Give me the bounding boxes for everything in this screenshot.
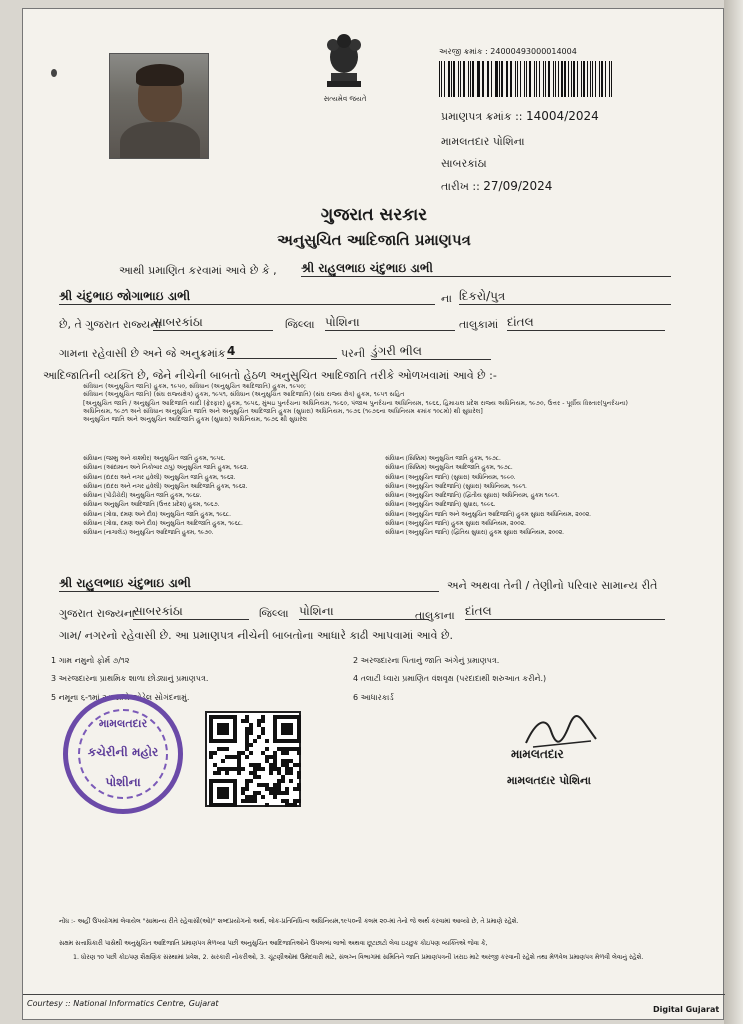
barcode-bar bbox=[491, 61, 492, 97]
certificate-title: અનુસુચિત આદિજાતિ પ્રમાણપત્ર bbox=[277, 231, 471, 249]
barcode-bar bbox=[468, 61, 469, 97]
barcode-bar bbox=[568, 61, 569, 97]
digital-gujarat-text: Digital Gujarat bbox=[653, 1005, 720, 1014]
barcode-bar bbox=[611, 61, 612, 97]
qr-module bbox=[261, 731, 265, 735]
qr-module bbox=[297, 787, 301, 791]
serial-number: 4 bbox=[227, 344, 337, 359]
relation-prefix: ના bbox=[441, 292, 452, 305]
serial-suffix: પરની bbox=[341, 347, 366, 360]
qr-module bbox=[249, 731, 253, 735]
barcode-bar bbox=[605, 61, 606, 97]
barcode-bar bbox=[441, 61, 442, 97]
taluka-value: દાંતલ bbox=[507, 315, 665, 331]
barcode-bar bbox=[534, 61, 535, 97]
barcode-bar bbox=[517, 61, 518, 97]
barcode-bar bbox=[526, 61, 527, 97]
barcode-bar bbox=[548, 61, 550, 97]
barcode-bar bbox=[453, 61, 454, 97]
qr-finder bbox=[281, 723, 293, 735]
barcode-bar bbox=[470, 61, 471, 97]
qr-module bbox=[225, 771, 229, 775]
barcode-bar bbox=[482, 61, 483, 97]
barcode-bar bbox=[595, 61, 596, 97]
barcode-bar bbox=[487, 61, 488, 97]
qr-module bbox=[245, 755, 249, 759]
barcode-bar bbox=[515, 61, 516, 97]
barcode-bar bbox=[571, 61, 572, 97]
barcode-bar bbox=[472, 61, 473, 97]
documents-left: 1 ગામ નમુનો ફોર્મ ૭/૧૨ 3 અરજદારના પ્રાથમિક શાળા છોડ્યાનું પ્રમાણપત્ર. 5 નમૂના ૬-૧માં આ સાથે જોડેલ સોગંદનામું. bbox=[51, 656, 209, 702]
resident-text: ગામના રહેવાસી છે અને જે અનુક્રમાંક bbox=[59, 347, 226, 360]
applicant-photo bbox=[109, 53, 209, 159]
qr-module bbox=[265, 739, 269, 743]
barcode-bar bbox=[553, 61, 554, 97]
state-text-2: ગુજરાત રાજ્યના bbox=[59, 607, 135, 620]
qr-module bbox=[285, 791, 289, 795]
qr-finder bbox=[217, 723, 229, 735]
application-number: અરજી ક્રમાંક : 24000493000014004 bbox=[439, 47, 577, 56]
barcode-bar bbox=[460, 61, 461, 97]
qr-module bbox=[217, 771, 221, 775]
issue-date: તારીખ :: 27/09/2024 bbox=[441, 179, 553, 193]
certificate-page bbox=[22, 8, 724, 1020]
recognition-text: આદિજાતિની વ્યક્તિ છે, જેને નીચેની બાબતો હેઠળ અનુસુચિત આદિજાતિ તરીકે ઓળખવામાં આવે છે :- bbox=[43, 369, 497, 382]
office-seal: મામલતદાર કચેરીની મહોર પોશીના bbox=[63, 694, 183, 814]
qr-module bbox=[221, 759, 225, 763]
orders-left-column: સંવિધાન (જમ્મુ અને કાશ્મીર) અનુસુચિત જાતિ હુકમ, ૧૯૫૬. સંવિધાન (આંદામાન અને નિકોબાર ટાપુ) અનુસુચિત જાતિ હુકમ, ૧૯૬૨. સંવિધાન (દાદરા અને નગર હવેલી) અનુસુચિત જાતિ હુકમ, ૧૯૬૨. સંવિધાન (દાદરા અને નગર હવેલી) અનુસુચિત આદિજાતિ હુકમ, ૧૯૬૨. સંવિધાન (પોંડીચેરી) અનુસુચિત જાતિ હુકમ, ૧૯૬૪. સંવિધાન અનુસુચિત આદિજાતિ (ઉત્તર પ્રદેશ) હુકમ, ૧૯૬૭. સંવિધાન (ગોવા, દમણ અને દીવ) અનુસુચિત જાતિ હુકમ, ૧૯૬૮. સંવિધાન (ગોવા, દમણ અને દીવ) અનુસુચિત આદિજાતિ હુકમ, ૧૯૬૮. સંવિધાન (નાગાલેંડ) અનુસુચિત આદિજાતિ હુકમ, ૧૯૭૦. bbox=[83, 456, 249, 537]
relation: દિકરો/પુત્ર bbox=[459, 289, 671, 305]
barcode-bar bbox=[506, 61, 507, 97]
courtesy-text: Courtesy :: National Informatics Centre, Gujarat bbox=[27, 999, 219, 1008]
barcode-bar bbox=[536, 61, 537, 97]
father-name: શ્રી ચંદુભાઇ જોગાભાઇ ડાભી bbox=[59, 289, 435, 305]
basis-text: ગામ/ નગરનો રહેવાસી છે. આ પ્રમાણપત્ર નીચેની બાબતોના આધારે કાઢી આપવામાં આવે છે. bbox=[59, 629, 454, 642]
barcode-bar bbox=[545, 61, 546, 97]
barcode-bar bbox=[592, 61, 593, 97]
qr-module bbox=[209, 755, 213, 759]
subdistrict-value: પોશિના bbox=[325, 315, 455, 331]
barcode-bar bbox=[501, 61, 502, 97]
documents-right: 2 અરજદારના પિતાનું જાતિ અંગેનું પ્રમાણપત્ર. 4 તલાટી ધ્વારા પ્રમાણિત વંશવૃક્ષ (પરદાદાથી શરુઆત કરીને.) 6 આધારકાર્ડ bbox=[353, 656, 547, 702]
officer-signature bbox=[521, 711, 601, 751]
qr-module bbox=[249, 743, 253, 747]
barcode-bar bbox=[488, 61, 489, 97]
qr-module bbox=[253, 799, 257, 803]
tribe-name: ડુંગરી ભીલ bbox=[371, 344, 491, 360]
signatory-office: મામલતદાર પોશિના bbox=[507, 774, 591, 787]
state-emblem-icon bbox=[319, 31, 369, 91]
barcode-bar bbox=[478, 61, 480, 97]
qr-module bbox=[273, 795, 277, 799]
taluka-label: તાલુકામાં bbox=[459, 318, 499, 331]
barcode-bar bbox=[444, 61, 445, 97]
taluka-value-2: દાંતલ bbox=[465, 604, 665, 620]
taluka-label-2: તાલુકાના bbox=[415, 609, 455, 622]
qr-module bbox=[257, 735, 261, 739]
barcode-bar bbox=[539, 61, 540, 97]
orders-right-column: સંવિધાન (સિક્કિમ) અનુસુચિત જાતિ હુકમ, ૧૯૭૮. સંવિધાન (સિક્કિમ) અનુસુચિત આદિજાતિ હુકમ, ૧૯૭૮. સંવિધાન (અનુસુચિત જાતિ) (સુધારા) અધિનિયમ, ૧૯૯૦. સંવિધાન (અનુસુચિત આદિજાતિ) (સુધારા) અધિનિયમ, ૧૯૯૧. સંવિધાન (અનુસુચિત આદિજાતિ) (દ્વિતીય સુધારા) અધિનિયમ, હુકમ ૧૯૯૧. સંવિધાન (અનુસુચિત આદિજાતિ) સુધારા, ૧૯૯૬. સંવિધાન (અનુસુચિત જાતિ અને અનુસુચિત આદિજાતિ) હુકમ સુધારા અધિનિયમ, ૨૦૦૨. સંવિધાન (અનુસુચિત જાતિ) હુકમ સુધારા અધિનિયમ, ૨૦૦૨. સંવિધાન (અનુસુચિત જાતિ) (દ્વિતિય સુધારા) હુકમ સુધારા અધિનિયમ, ૨૦૦૨. bbox=[385, 456, 591, 537]
barcode-bar bbox=[599, 61, 600, 97]
qr-module bbox=[297, 799, 301, 803]
qr-finder bbox=[217, 787, 229, 799]
barcode-bar bbox=[590, 61, 591, 97]
qr-module bbox=[237, 771, 241, 775]
barcode-bar bbox=[507, 61, 508, 97]
barcode-bar bbox=[439, 61, 440, 97]
barcode-bar bbox=[555, 61, 556, 97]
certify-text: આથી પ્રમાણિત કરવામાં આવે છે કે , bbox=[119, 264, 277, 277]
barcode-bar bbox=[524, 61, 525, 97]
emblem-motto: સત્યમેવ જયતે bbox=[323, 95, 367, 103]
qr-module bbox=[261, 795, 265, 799]
qr-module bbox=[297, 751, 301, 755]
qr-module bbox=[293, 803, 297, 807]
footer-note: નોંધ :- અહીં ઉપયોગમાં લેવાયેલ "સામાન્ય રીતે રહેવાસી(ઓ)" શબ્દપ્રયોગનો અર્થ, લોક-પ્રતિનિધિત્વ અધિનિયમ,૧૯૫૦ની કલમ ૨૦-માં તેનો જે અર્થ કરવામાં આવ્યો છે, તે પ્રમાણે રહેશે. bbox=[59, 918, 519, 925]
barcode-bar bbox=[529, 61, 531, 97]
footer-divider bbox=[23, 994, 725, 995]
barcode-bar bbox=[458, 61, 459, 97]
barcode-bar bbox=[520, 61, 521, 97]
state-text: છે, તે ગુજરાત રાજ્યના bbox=[59, 318, 162, 331]
qr-module bbox=[269, 771, 273, 775]
barcode-bar bbox=[543, 61, 544, 97]
district-value: સાબરકાંઠા bbox=[153, 315, 273, 331]
barcode-bar bbox=[510, 61, 512, 97]
qr-module bbox=[297, 775, 301, 779]
applicant-name: શ્રી રાહુલભાઇ ચંદુભાઇ ડાભી bbox=[301, 261, 671, 277]
barcode-bar bbox=[451, 61, 452, 97]
barcode-bar bbox=[577, 61, 578, 97]
punch-hole-mark bbox=[51, 69, 57, 77]
qr-module bbox=[249, 751, 253, 755]
district-name: સાબરકાંઠા bbox=[441, 157, 487, 170]
qr-module bbox=[225, 747, 229, 751]
qr-module bbox=[261, 767, 265, 771]
qr-module bbox=[213, 751, 217, 755]
qr-module bbox=[297, 763, 301, 767]
qr-module bbox=[265, 803, 269, 807]
barcode-bar bbox=[448, 61, 450, 97]
qr-module bbox=[289, 779, 293, 783]
legal-references: સંવિધાન (અનુસુચિત જાતિ) હુકમ, ૧૯૫૦, સંવિધાન (અનુસુચિત આદિજાતિ) હુકમ, ૧૯૫૦; સંવિધાન (અનુસુચિત જાતિ) (સંઘ રાજ્યક્ષેત્ર) હુકમ, ૧૯૫૧, સંવિધાન (અનુસુચિત આદિજાતિ) (સંઘ રાજ્ય ક્ષેત્ર) હુકમ, ૧૯૫૧ સહિત [અનુસુચિત જાતિ / અનુસુચિત આદિજાતિ યાદી (ફેરફાર) હુકમ, ૧૯૫૬, મુંબઇ પુનર્રચના અધિનિયમ, ૧૯૬૦, પંજાબ પુનર્રચના અધિનિયમ, ૧૯૬૬, હિમાચલ પ્રદેશ રાજ્ય અધિનિયમ, ૧૯૭૦, ઉત્તર - પૂર્વીય વિસ્તાર(પુનર્રચના) અધિનિયમ, ૧૯૭૧ અને સંવિધાન અનુસુચિત જાતિ અને અનુસુચિત આદિજાતિ હુકમ (સુધારા) અધિનિયમ, ૧૯૭૬ (૧૯૭૬ના અધિનિયમ ક્રમાંક ૧૦૮મો) થી સુધારેલ] અનુસુચિત જાતિ અને અનુસુચિત આદિજાતિ હુકમ (સુધારા) અધિનિયમ, ૧૯૭૬ થી સુધારેલ bbox=[83, 383, 628, 424]
footer-benefits-intro: સક્ષમ સત્તાધિકારી પાસેથી અનુસુચિત આદિજાતિ પ્રમાણપત્ર મેળવ્યા પછી અનુસુચિત આદિજાતિઓને ઉપલબ્ધ લાભો અથવા છૂટછાટો લેવા ઇચ્છુક કોઇપણ વ્યક્તિએ જેવા કે, bbox=[59, 940, 488, 947]
certificate-number: પ્રમાણપત્ર ક્રમાંક :: 14004/2024 bbox=[441, 109, 599, 123]
barcode-bar bbox=[587, 61, 588, 97]
qr-module bbox=[245, 787, 249, 791]
district-value-2: સાબરકાંઠા bbox=[133, 604, 249, 620]
barcode-bar bbox=[564, 61, 566, 97]
barcode-bar bbox=[561, 61, 562, 97]
government-title: ગુજરાત સરકાર bbox=[320, 205, 428, 225]
qr-module bbox=[261, 719, 265, 723]
subdistrict-value-2: પોશિના bbox=[299, 604, 429, 620]
family-text: અને અથવા તેની / તેણીનો પરિવાર સામાન્ય રીતે bbox=[447, 579, 658, 592]
background-edge bbox=[724, 0, 743, 1024]
barcode-bar bbox=[573, 61, 574, 97]
issuing-office: મામલતદાર પોશિના bbox=[441, 135, 525, 148]
footer-benefits-list: 1. ધોરણ ૧૦ પછી કોઇપણ શૈક્ષણિક સંસ્થામાં પ્રવેશ, 2. સરકારી નોકરીઓ, 3. ચૂંટણીઓમાં ઉમેદવારી માટે, સંલગ્ન વિભાગમાં સમિતિને જાતિ પ્રમાણપત્રની ખરાઇ માટે અરજી કરવાની રહેશે તથા મેળવેલ પ્રમાણપત્ર મેળવી લેવાનું રહેશે. bbox=[73, 954, 644, 961]
barcode-bar bbox=[601, 61, 603, 97]
qr-module bbox=[241, 767, 245, 771]
barcode-bar bbox=[558, 61, 559, 97]
barcode-bar bbox=[477, 61, 478, 97]
barcode-bar bbox=[499, 61, 500, 97]
barcode-bar bbox=[581, 61, 582, 97]
applicant-name-repeat: શ્રી રાહુલભાઇ ચંદુભાઇ ડાભી bbox=[59, 576, 439, 592]
barcode-bar bbox=[495, 61, 497, 97]
signatory-title: મામલતદાર bbox=[511, 747, 564, 761]
district-label: જિલ્લા bbox=[285, 318, 315, 331]
barcode-bar bbox=[583, 61, 585, 97]
qr-module bbox=[285, 751, 289, 755]
qr-code bbox=[205, 711, 301, 807]
barcode bbox=[439, 61, 614, 97]
barcode-bar bbox=[463, 61, 465, 97]
barcode-bar bbox=[609, 61, 610, 97]
qr-module bbox=[265, 747, 269, 751]
district-label-2: જિલ્લા bbox=[259, 607, 289, 620]
qr-module bbox=[249, 779, 253, 783]
qr-module bbox=[281, 779, 285, 783]
qr-module bbox=[289, 771, 293, 775]
qr-module bbox=[257, 775, 261, 779]
qr-module bbox=[253, 739, 257, 743]
